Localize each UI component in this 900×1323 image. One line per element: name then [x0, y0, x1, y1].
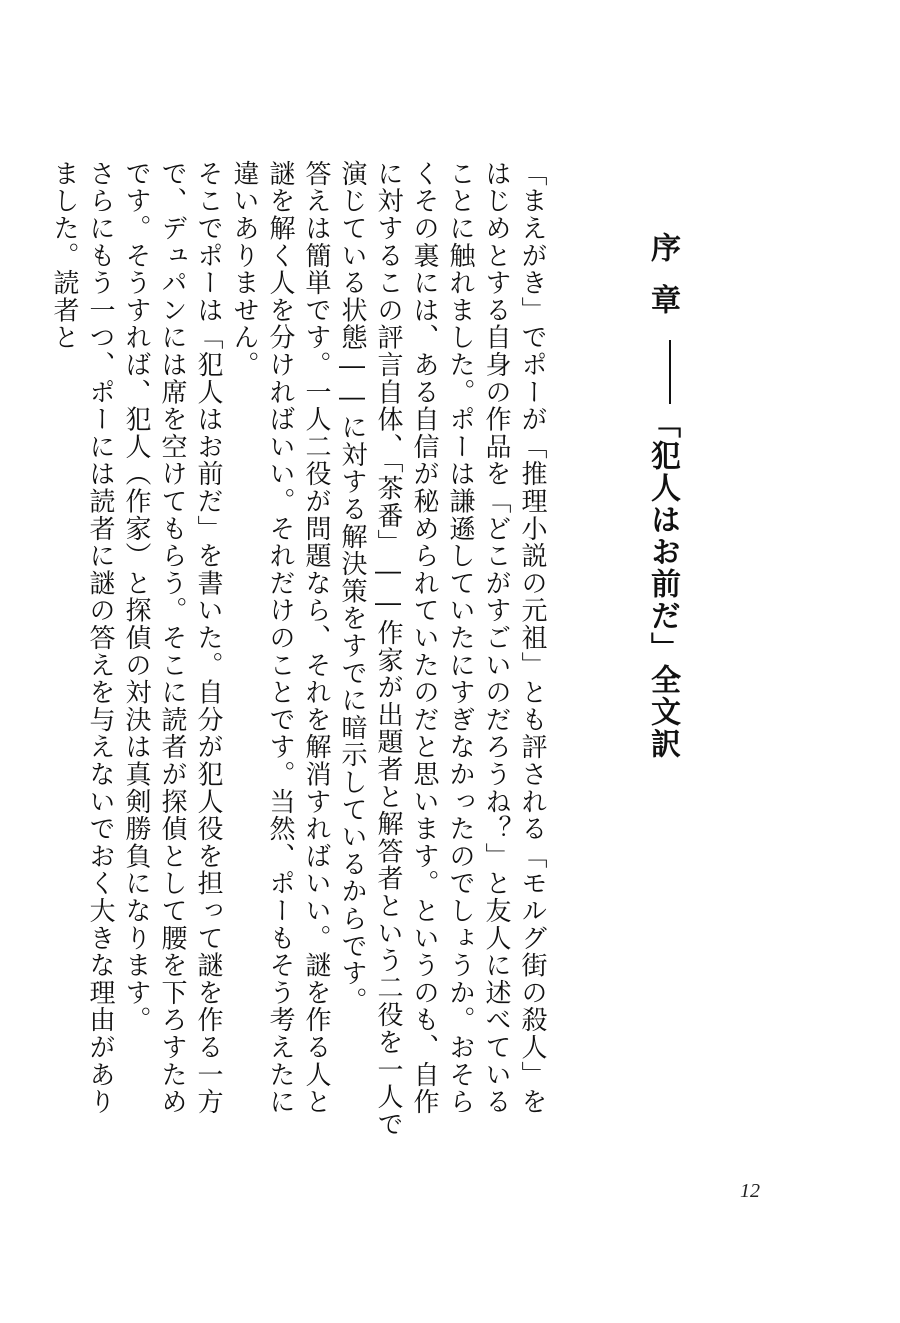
- paragraph-4: さらにもう一つ、ポーには読者に謎の答えを与えないでおく大きな理由がありました。読者と: [49, 160, 115, 1116]
- chapter-label: 序章: [645, 232, 680, 336]
- paragraph-2: 答えは簡単です。一人二役が問題なら、それを解消すればいい。謎を作る人と謎を解く人を分ければいい。それだけのことです。当然、ポーもそう考えたに違いありません。: [229, 160, 331, 1116]
- chapter-heading: [640, 232, 684, 760]
- body-text: [49, 160, 550, 1140]
- paragraph-1: 「まえがき」でポーが「推理小説の元祖」とも評される「モルグ街の殺人」をはじめとする自身の作品を「どこがすごいのだろうね？」と友人に述べていることに触れました。ポーは謙遜していたにすぎなかったのでしょうか。おそらくその裏には、ある自信が秘められていたのだと思います。というのも、自作に対するこの評言自体、「茶番」――作家が出題者と解答者という二役を一人で演じている状態――に対する解決策をすでに暗示しているからです。: [337, 160, 547, 1138]
- page-number: 12: [740, 1180, 760, 1202]
- paragraph-3: そこでポーは「犯人はお前だ」を書いた。自分が犯人役を担って謎を作る一方で、デュパンには席を空けてもらう。そこに読者が探偵として腰を下ろすためです。そうすれば、犯人（作家）と探偵の対決は真剣勝負になります。: [121, 160, 223, 1116]
- em-dash-rule: [669, 340, 671, 404]
- chapter-title-text: 「犯人はお前だ」全文訳: [645, 408, 680, 760]
